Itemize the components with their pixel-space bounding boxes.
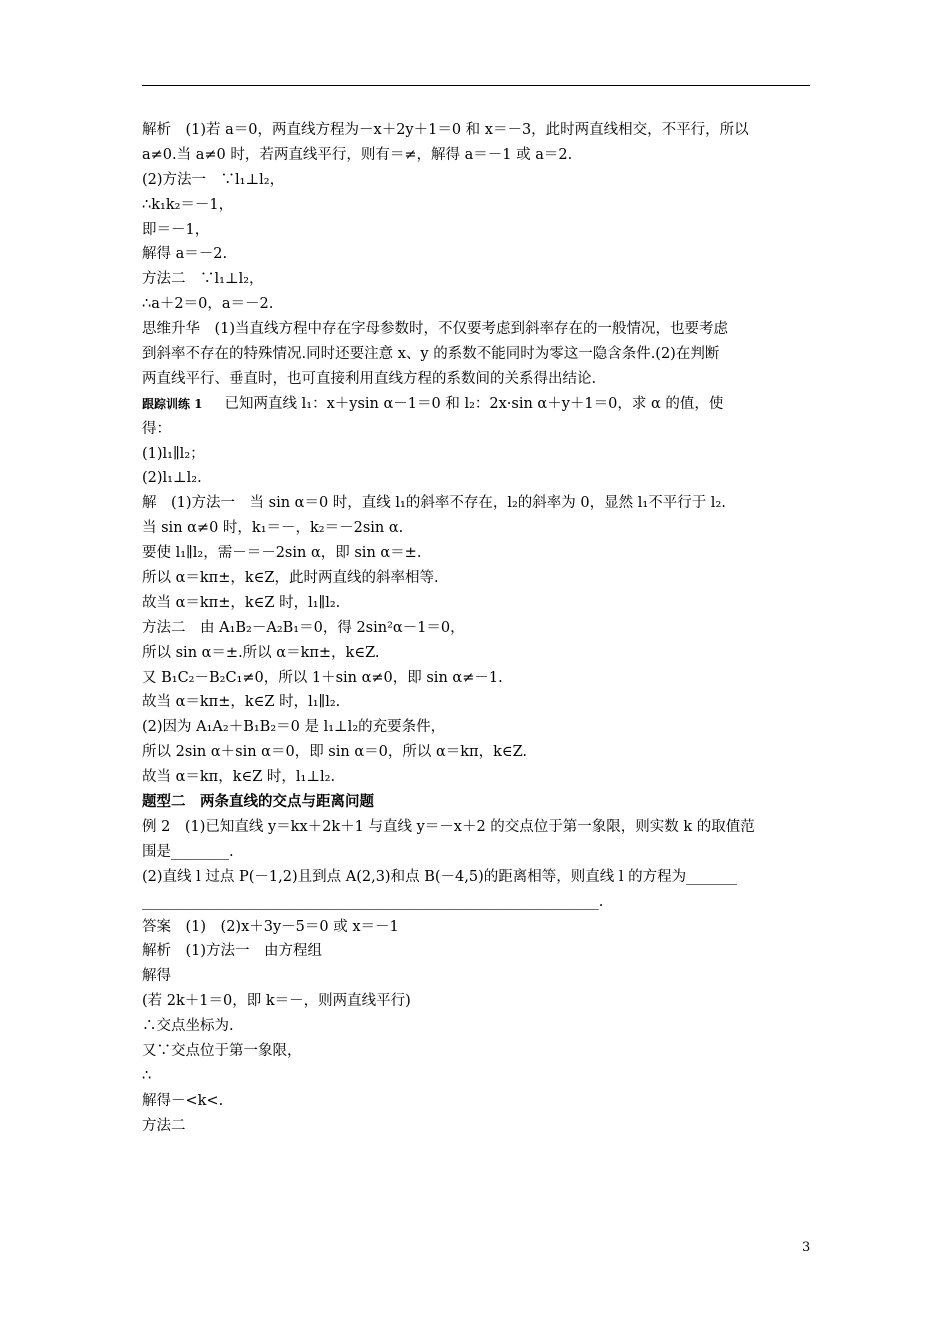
text-line: 解 (1)方法一 当 sin α＝0 时，直线 l₁的斜率不存在，l₂的斜率为 0，显然 l₁不平行于 l₂. xyxy=(142,495,726,512)
text-line: (2)因为 A₁A₂＋B₁B₂＝0 是 l₁⊥l₂的充要条件， xyxy=(142,719,446,736)
text-line: 即＝－1， xyxy=(142,221,210,238)
text-line: 又∵交点位于第一象限， xyxy=(142,1042,302,1059)
exercise-tag: 跟踪训练 1 xyxy=(142,396,203,411)
text-line: 又 B₁C₂－B₂C₁≠0，所以 1＋sin α≠0，即 sin α≠－1. xyxy=(142,669,503,686)
text-line: 解析 (1)若 a＝0，两直线方程为－x＋2y＋1＝0 和 x＝－3，此时两直线相交，不平行，所以 xyxy=(142,122,749,138)
text-line: 故当 α＝kπ，k∈Z 时，l₁⊥l₂. xyxy=(142,769,336,786)
text-line: 围是________. xyxy=(142,843,234,860)
text-line: 解得 xyxy=(142,968,171,985)
text-line: 解得－<k<. xyxy=(142,1092,224,1109)
text-line: (2)直线 l 过点 P(－1,2)且到点 A(2,3)和点 B(－4,5)的距离相等，则直线 l 的方程为_______ xyxy=(142,868,737,885)
text-line: (1)l₁∥l₂； xyxy=(142,445,205,462)
text-line: 两直线平行、垂直时，也可直接利用直线方程的系数间的关系得出结论. xyxy=(142,370,597,387)
text-line: ∴ xyxy=(142,1067,152,1084)
text-line: 解析 (1)方法一 由方程组 xyxy=(142,943,323,960)
text-line: 解得 a＝－2. xyxy=(142,246,228,263)
text-line: 所以 sin α＝±.所以 α＝kπ±，k∈Z. xyxy=(142,644,380,661)
text-line: ∴交点坐标为. xyxy=(142,1018,234,1035)
text-line: (2)方法一 ∵l₁⊥l₂， xyxy=(142,171,285,188)
exercise-line xyxy=(142,392,810,417)
text-line: 当 sin α≠0 时，k₁＝－，k₂＝－2sin α. xyxy=(142,520,404,537)
text-line: _______________________________________________________________. xyxy=(142,893,604,910)
text-line: 得： xyxy=(142,420,171,437)
text-line: 答案 (1) (2)x＋3y－5＝0 或 x＝－1 xyxy=(142,918,399,935)
text-line: (若 2k＋1＝0，即 k＝－，则两直线平行) xyxy=(142,993,411,1010)
text-line: 要使 l₁∥l₂，需－＝－2sin α，即 sin α＝±. xyxy=(142,545,422,562)
text-line: a≠0.当 a≠0 时，若两直线平行，则有＝≠，解得 a＝－1 或 a＝2. xyxy=(142,146,573,163)
text-line: 思维升华 (1)当直线方程中存在字母参数时，不仅要考虑到斜率存在的一般情况，也要考虑 xyxy=(142,321,729,338)
text-line: 方法二 由 A₁B₂－A₂B₁＝0，得 2sin²α－1＝0， xyxy=(142,619,465,636)
header-rule xyxy=(142,85,810,86)
text-line: ∴k₁k₂＝－1， xyxy=(142,196,234,213)
section-heading: 题型二 两条直线的交点与距离问题 xyxy=(142,793,374,811)
text-line: 方法二 ∵l₁⊥l₂， xyxy=(142,271,264,288)
text-line: ∴a＋2＝0，a＝－2. xyxy=(142,296,274,313)
text-line: 到斜率不存在的特殊情况.同时还要注意 x、y 的系数不能同时为零这一隐含条件.(2)在判断 xyxy=(142,346,720,363)
document-body xyxy=(142,118,810,1139)
text-line: 所以 2sin α＋sin α＝0，即 sin α＝0，所以 α＝kπ，k∈Z. xyxy=(142,744,528,761)
text-line: 所以 α＝kπ±，k∈Z，此时两直线的斜率相等. xyxy=(142,570,439,587)
text-line: 方法二 xyxy=(142,1117,186,1134)
text-line: 故当 α＝kπ±，k∈Z 时，l₁∥l₂. xyxy=(142,694,341,711)
page-number: 3 xyxy=(802,1240,811,1255)
text-line: 例 2 (1)已知直线 y＝kx＋2k＋1 与直线 y＝－x＋2 的交点位于第一象限，则实数 k 的取值范 xyxy=(142,818,755,835)
text-line: (2)l₁⊥l₂. xyxy=(142,470,202,487)
exercise-text: 已知两直线 l₁：x＋ysin α－1＝0 和 l₂：2x·sin α＋y＋1＝0，求 α 的值，使 xyxy=(224,395,724,412)
text-line: 故当 α＝kπ±，k∈Z 时，l₁∥l₂. xyxy=(142,594,341,611)
